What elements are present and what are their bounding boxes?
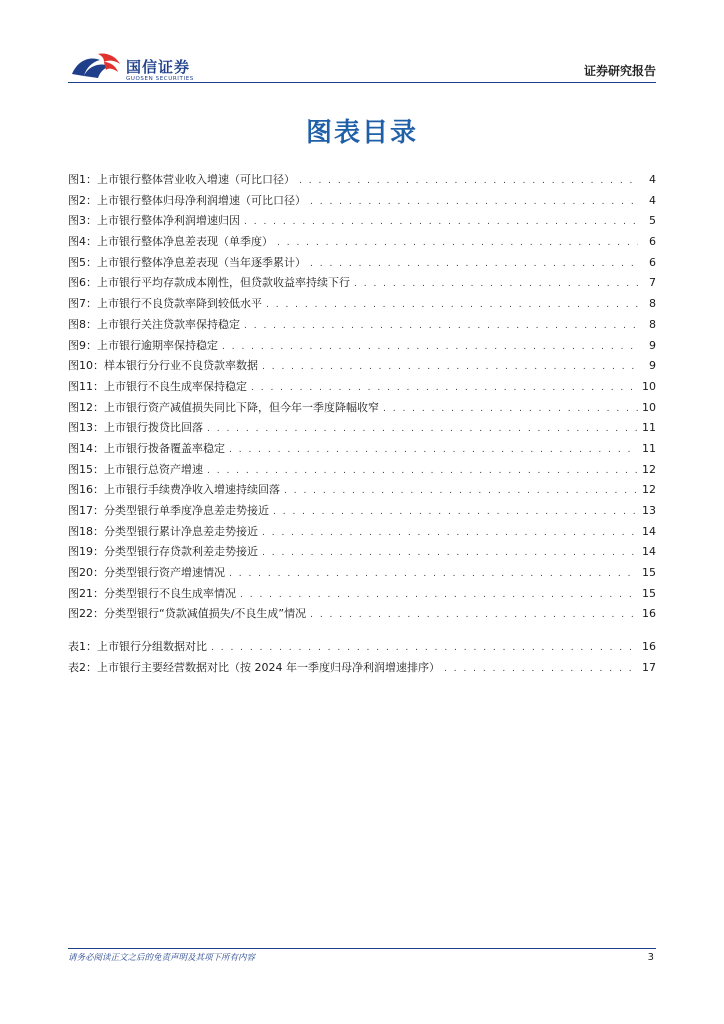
logo-english-text: GUOSEN SECURITIES [126,76,194,82]
logo-chinese-text: 国信证券 [126,58,191,76]
entry-label: 图20： [68,566,104,580]
dot-leader [277,233,638,254]
entry-label: 图16： [68,483,104,497]
entry-title: 上市银行整体净利润增速归因 [97,214,240,228]
entry-title: 上市银行逾期率保持稳定 [97,338,218,352]
footer-divider [68,948,656,949]
toc-entry[interactable] [68,563,656,584]
entry-label: 图17： [68,504,104,517]
dot-leader [229,564,638,585]
entry-label: 图13： [68,421,104,435]
table-of-figures [68,170,656,679]
toc-entry[interactable] [68,584,656,605]
header-divider [68,82,656,83]
entry-page-number: 8 [649,317,656,331]
dot-leader [262,523,638,544]
toc-entry[interactable] [68,460,656,481]
entry-page-number: 12 [642,462,656,476]
entry-title: 上市银行整体归母净利润增速（可比口径） [97,193,306,207]
entry-page-number: 4 [649,193,656,207]
entry-label: 图21： [68,586,104,600]
entry-label: 图2： [68,193,97,207]
dot-leader [262,543,638,564]
entry-title: 上市银行拨贷比回落 [104,421,203,435]
entry-title: 上市银行拨备覆盖率稳定 [104,441,225,455]
entry-label: 表2： [68,660,97,674]
toc-entry[interactable] [68,294,656,315]
entry-page-number: 7 [649,276,656,290]
entry-label: 图1： [68,173,97,186]
dot-leader [211,638,638,659]
entry-page-number: 15 [642,586,656,600]
entry-label: 图15： [68,462,104,476]
entry-page-number: 14 [642,545,656,559]
entry-title: 上市银行不良贷款率降到较低水平 [97,297,262,311]
entry-label: 图3： [68,214,97,228]
dot-leader [310,254,638,275]
entry-page-number: 13 [642,504,656,517]
dot-leader [229,440,638,461]
toc-entry[interactable] [68,232,656,253]
entry-label: 图7： [68,297,97,311]
entry-title: 上市银行整体净息差表现（当年逐季累计） [97,255,306,269]
entry-title: 样本银行分行业不良贷款率数据 [104,359,258,373]
entry-page-number: 12 [642,483,656,497]
entry-page-number: 11 [642,441,656,455]
toc-entry[interactable] [68,273,656,294]
entry-label: 表1： [68,640,97,654]
entry-label: 图5： [68,255,97,269]
entry-page-number: 9 [649,359,656,373]
disclaimer-text: 请务必阅读正文之后的免责声明及其项下所有内容 [68,953,256,963]
toc-entry[interactable] [68,418,656,439]
dot-leader [207,461,638,482]
toc-entry[interactable] [68,398,656,419]
entry-label: 图4： [68,235,97,249]
list-separator [68,625,656,637]
entry-page-number: 8 [649,297,656,311]
dot-leader [266,295,638,316]
entry-label: 图10： [68,359,104,373]
guosen-logo-icon [70,52,122,82]
entry-page-number: 10 [642,379,656,393]
dot-leader [240,585,638,606]
dot-leader [354,274,638,295]
toc-entry[interactable] [68,315,656,336]
dot-leader [273,502,638,523]
entry-title: 上市银行分组数据对比 [97,640,207,654]
entry-page-number: 16 [642,607,656,621]
entry-title: 上市银行手续费净收入增速持续回落 [104,483,280,497]
entry-page-number: 6 [649,235,656,249]
toc-entry[interactable] [68,637,656,658]
guosen-logo [70,52,210,86]
entry-page-number: 5 [649,214,656,228]
page-header [68,48,656,86]
entry-label: 图14： [68,441,104,455]
dot-leader [262,357,638,378]
dot-leader [310,192,638,213]
entry-label: 图22： [68,607,104,621]
toc-entry[interactable] [68,377,656,398]
entry-title: 上市银行不良生成率保持稳定 [104,379,247,393]
dot-leader [284,481,638,502]
dot-leader [244,212,638,233]
toc-entry[interactable] [68,439,656,460]
dot-leader [383,399,638,420]
entry-title: 上市银行资产减值损失同比下降，但今年一季度降幅收窄 [104,400,379,414]
toc-entry[interactable] [68,658,656,679]
entry-title: 分类型银行资产增速情况 [104,566,225,580]
entry-title: 上市银行整体营业收入增速（可比口径） [97,173,295,186]
entry-title: 分类型银行不良生成率情况 [104,586,236,600]
toc-entry[interactable] [68,480,656,501]
entry-label: 图11： [68,379,104,393]
toc-entry[interactable] [68,501,656,522]
entry-title: 分类型银行“贷款减值损失/不良生成”情况 [104,607,307,621]
page-title: 图表目录 [305,118,418,148]
entry-page-number: 14 [642,524,656,538]
entry-label: 图19： [68,545,104,559]
entry-title: 上市银行关注贷款率保持稳定 [97,317,240,331]
report-type-label: 证券研究报告 [583,64,656,78]
entry-page-number: 10 [642,400,656,414]
entry-title: 分类型银行存贷款利差走势接近 [104,545,258,559]
entry-page-number: 11 [642,421,656,435]
toc-entry[interactable] [68,170,656,191]
toc-entry[interactable] [68,542,656,563]
toc-entry[interactable] [68,253,656,274]
toc-entry[interactable] [68,522,656,543]
dot-leader [222,337,638,358]
table-list [68,637,656,678]
entry-title: 分类型银行单季度净息差走势接近 [104,504,269,517]
dot-leader [444,659,638,680]
entry-title: 上市银行平均存款成本刚性，但贷款收益率持续下行 [97,276,350,290]
dot-leader [251,378,638,399]
entry-label: 图12： [68,400,104,414]
entry-page-number: 15 [642,566,656,580]
toc-entry[interactable] [68,191,656,212]
entry-page-number: 16 [642,640,656,654]
entry-title: 分类型银行累计净息差走势接近 [104,524,258,538]
toc-entry[interactable] [68,356,656,377]
entry-page-number: 4 [649,173,656,186]
entry-label: 图18： [68,524,104,538]
dot-leader [299,171,638,192]
figure-list [68,170,656,625]
dot-leader [310,605,638,626]
entry-label: 图8： [68,317,97,331]
entry-page-number: 6 [649,255,656,269]
entry-title: 上市银行主要经营数据对比（按 2024 年一季度归母净利润增速排序） [97,660,440,674]
entry-label: 图6： [68,276,97,290]
entry-title: 上市银行整体净息差表现（单季度） [97,235,273,249]
entry-page-number: 17 [642,660,656,674]
entry-page-number: 9 [649,338,656,352]
toc-entry[interactable] [68,211,656,232]
dot-leader [207,419,638,440]
page-number: 3 [647,952,654,963]
toc-entry[interactable] [68,604,656,625]
entry-label: 图9： [68,338,97,352]
toc-entry[interactable] [68,336,656,357]
dot-leader [244,316,638,337]
entry-title: 上市银行总资产增速 [104,462,203,476]
